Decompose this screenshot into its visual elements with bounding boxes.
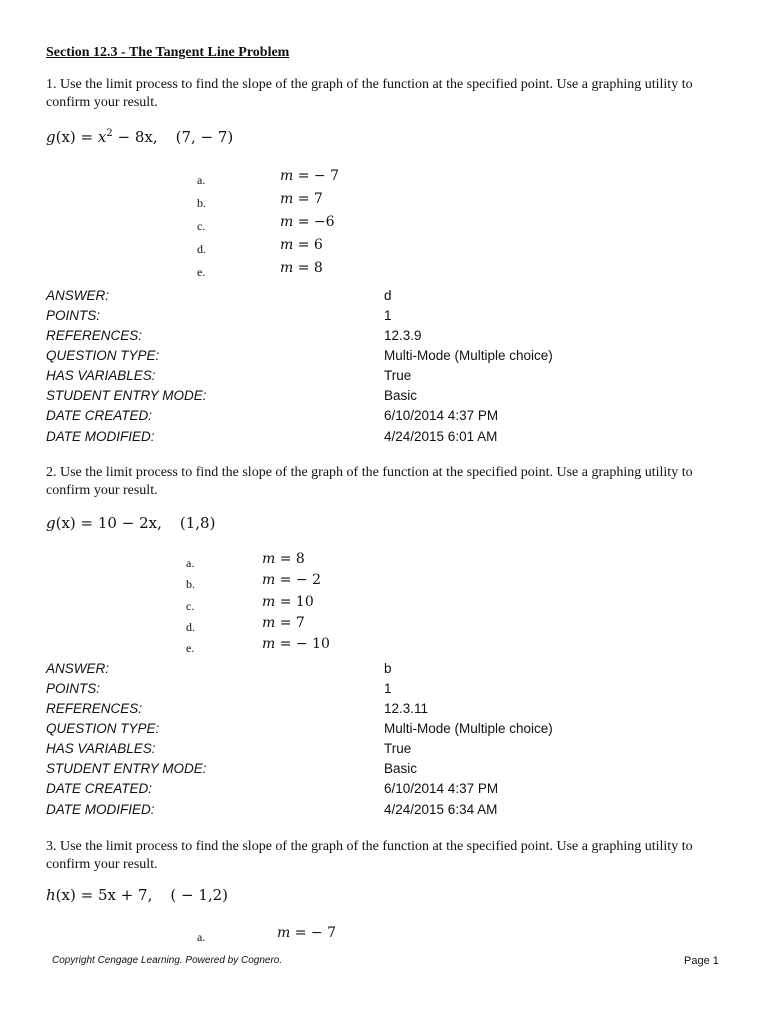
option-value: m = −6	[280, 214, 335, 230]
option-letter: e.	[186, 641, 195, 655]
option-value: m = 6	[280, 237, 323, 253]
references-label: REFERENCES:	[46, 328, 143, 343]
function-body: 10 − 2x,	[97, 514, 162, 532]
option-value: m = − 10	[262, 636, 330, 652]
function-name: h	[46, 886, 56, 904]
date-created-value: 6/10/2014 4:37 PM	[384, 408, 499, 423]
option-letter: d.	[197, 242, 206, 256]
question-2-text: 2. Use the limit process to find the slope of the graph of the function at the specified point. Use a graphing utility to confirm your result.	[46, 465, 693, 498]
answer-label: ANSWER:	[46, 288, 110, 303]
date-created-label: DATE CREATED:	[46, 781, 153, 796]
points-label: POINTS:	[46, 308, 101, 323]
option-value: m = − 7	[277, 925, 336, 941]
function-name: g	[46, 128, 56, 146]
function-point: (1,8)	[179, 514, 216, 532]
references-value: 12.3.11	[384, 701, 429, 716]
option-letter: b.	[186, 577, 195, 591]
points-value: 1	[384, 681, 392, 696]
answer-value: b	[384, 661, 392, 676]
function-equals: =	[75, 886, 98, 904]
function-equals: =	[75, 514, 98, 532]
date-modified-label: DATE MODIFIED:	[46, 802, 155, 817]
function-body: x	[97, 128, 107, 146]
function-point: (7, − 7)	[175, 128, 234, 146]
question-type-label: QUESTION TYPE:	[46, 721, 160, 736]
question-3-text: 3. Use the limit process to find the slope of the graph of the function at the specified point. Use a graphing utility to confirm your result.	[46, 839, 693, 872]
function-exponent: 2	[106, 128, 113, 139]
date-created-value: 6/10/2014 4:37 PM	[384, 781, 499, 796]
footer-copyright: Copyright Cengage Learning. Powered by Cognero.	[52, 955, 283, 966]
function-point: ( − 1,2)	[170, 886, 229, 904]
references-label: REFERENCES:	[46, 701, 143, 716]
option-value: m = 7	[280, 191, 323, 207]
option-letter: c.	[197, 219, 206, 233]
student-entry-mode-value: Basic	[384, 761, 418, 776]
answer-value: d	[384, 288, 392, 303]
function-body: 5x + 7,	[97, 886, 153, 904]
question-1-function	[46, 128, 233, 146]
option-letter: a.	[197, 173, 206, 187]
function-name: g	[46, 514, 56, 532]
function-equals: =	[75, 128, 98, 146]
option-letter: a.	[197, 930, 206, 944]
student-entry-mode-label: STUDENT ENTRY MODE:	[46, 388, 207, 403]
option-value: m = 7	[262, 615, 305, 631]
answer-label: ANSWER:	[46, 661, 110, 676]
option-letter: e.	[197, 265, 206, 279]
has-variables-value: True	[384, 741, 412, 756]
date-created-label: DATE CREATED:	[46, 408, 153, 423]
question-3-function	[46, 886, 228, 904]
option-value: m = 8	[262, 551, 305, 567]
option-value: m = − 2	[262, 572, 321, 588]
function-arg: (x)	[55, 128, 76, 146]
option-value: m = 10	[262, 594, 314, 610]
points-value: 1	[384, 308, 392, 323]
question-type-value: Multi-Mode (Multiple choice)	[384, 721, 553, 736]
option-value: m = − 7	[280, 168, 339, 184]
question-type-value: Multi-Mode (Multiple choice)	[384, 348, 553, 363]
function-arg: (x)	[55, 886, 76, 904]
has-variables-value: True	[384, 368, 412, 383]
student-entry-mode-label: STUDENT ENTRY MODE:	[46, 761, 207, 776]
option-letter: b.	[197, 196, 206, 210]
student-entry-mode-value: Basic	[384, 388, 418, 403]
date-modified-label: DATE MODIFIED:	[46, 429, 155, 444]
option-value: m = 8	[280, 260, 323, 276]
date-modified-value: 4/24/2015 6:01 AM	[384, 429, 498, 444]
option-letter: c.	[186, 599, 195, 613]
has-variables-label: HAS VARIABLES:	[46, 368, 156, 383]
section-title: Section 12.3 - The Tangent Line Problem	[46, 45, 290, 60]
footer-page-number: Page 1	[684, 955, 719, 967]
option-letter: a.	[186, 556, 195, 570]
question-2-function	[46, 514, 215, 532]
function-tail: − 8x,	[112, 128, 158, 146]
question-1-text: 1. Use the limit process to find the slope of the graph of the function at the specified point. Use a graphing utility to confirm your result.	[46, 77, 693, 110]
references-value: 12.3.9	[384, 328, 422, 343]
function-arg: (x)	[55, 514, 76, 532]
date-modified-value: 4/24/2015 6:34 AM	[384, 802, 498, 817]
has-variables-label: HAS VARIABLES:	[46, 741, 156, 756]
question-type-label: QUESTION TYPE:	[46, 348, 160, 363]
points-label: POINTS:	[46, 681, 101, 696]
option-letter: d.	[186, 620, 195, 634]
